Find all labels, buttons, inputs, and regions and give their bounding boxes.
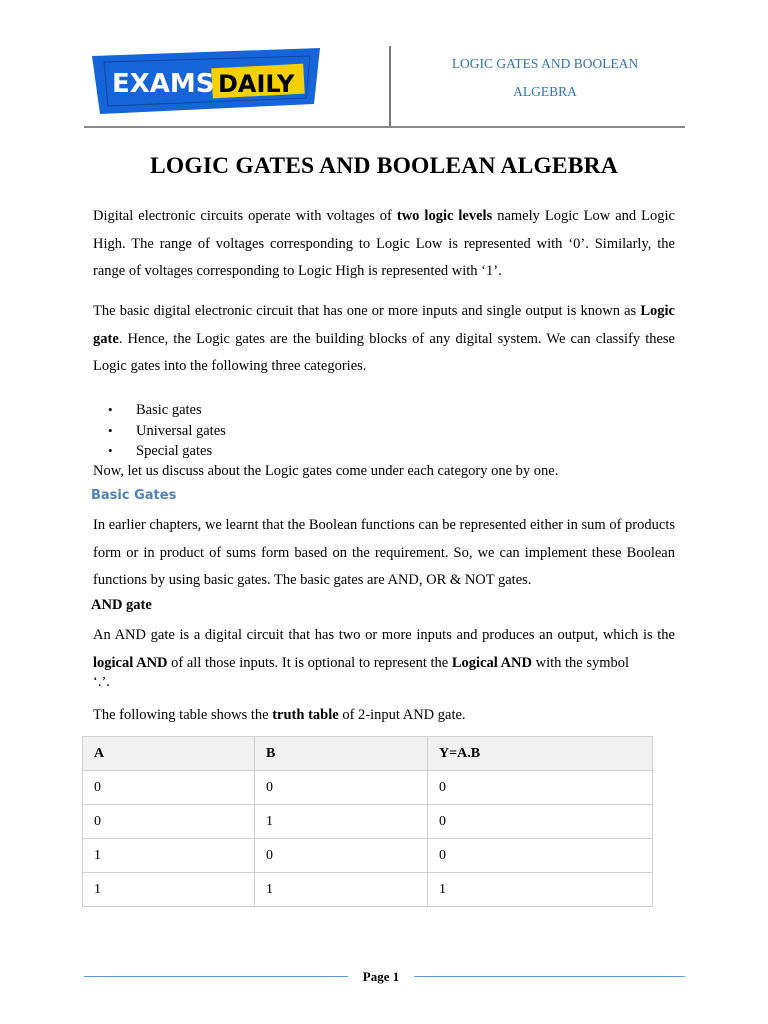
and-p-text-a: An AND gate is a digital circuit that has two or more inputs and produces an output, which is the [93, 627, 675, 643]
table-cell: 0 [428, 771, 653, 805]
column-header-y: Y=A.B [428, 737, 653, 771]
table-cell: 0 [255, 839, 428, 873]
truth-table [82, 736, 653, 907]
table-intro-text-a: The following table shows the [93, 707, 273, 723]
table-cell: 1 [83, 839, 255, 873]
intro-p1-text-a: Digital electronic circuits operate with voltages of [93, 208, 397, 224]
page-header [0, 0, 768, 130]
table-row [83, 873, 653, 907]
list-item: • Special gates [108, 441, 226, 462]
and-p-bold-2: Logical AND [451, 654, 532, 671]
header-rule [84, 126, 685, 128]
table-row [83, 771, 653, 805]
intro-p1-bold: two logic levels [396, 208, 493, 224]
and-gate-heading: AND gate [91, 597, 152, 613]
footer-line-left [84, 976, 348, 977]
header-title-line1: LOGIC GATES AND BOOLEAN [451, 56, 639, 71]
and-p-text-c: of all those inputs. It is optional to represent the [167, 654, 452, 671]
intro-p2-bold: Logic gate [93, 303, 675, 347]
column-header-a: A [83, 737, 255, 771]
table-cell: 0 [255, 771, 428, 805]
table-cell: 0 [83, 771, 255, 805]
intro-paragraph-1 [93, 203, 675, 286]
intro-p2-text-c: . Hence, the Logic gates are the building blocks of any digital system. We can classify these Logic gates into the following three categories. [93, 330, 675, 374]
header-title [392, 50, 698, 106]
and-p-text-e: with the symbol [531, 654, 630, 671]
table-cell: 1 [255, 873, 428, 907]
table-cell: 0 [428, 839, 653, 873]
and-gate-paragraph [93, 622, 675, 691]
footer-line-right [414, 976, 685, 977]
table-row [83, 839, 653, 873]
table-header-row [83, 737, 653, 771]
and-p-symbol: ‘.’. [93, 677, 110, 690]
table-cell: 1 [428, 873, 653, 907]
category-list [108, 400, 226, 462]
list-item: • Universal gates [108, 421, 226, 442]
intro-paragraph-2 [93, 298, 675, 381]
header-title-line2: ALGEBRA [513, 84, 577, 99]
list-item: • Basic gates [108, 400, 226, 421]
basic-gates-heading: Basic Gates [91, 488, 177, 503]
table-cell: 1 [255, 805, 428, 839]
basic-gates-paragraph: In earlier chapters, we learnt that the Boolean functions can be represented either in sum of products form or in product of sums form based on the requirement. So, we can implement these Boolean functions by using basic gates. The basic gates are AND, OR & NOT gates. [93, 517, 675, 588]
table-intro [93, 707, 466, 724]
table-intro-text-c: of 2-input AND gate. [338, 707, 466, 723]
intro-p1-text-c: namely Logic Low and Logic High. The range of voltages corresponding to Logic Low is represented with ‘0’. Similarly, the range of voltages corresponding to Logic High is represented with ‘1’. [93, 208, 675, 279]
table-intro-bold: truth table [272, 707, 339, 723]
column-header-b: B [255, 737, 428, 771]
logo-text-exams: EXAMS [112, 69, 215, 99]
exams-daily-logo [90, 46, 320, 116]
and-p-bold-1: logical AND [93, 654, 168, 671]
table-cell: 0 [83, 805, 255, 839]
header-divider [389, 46, 391, 126]
table-cell: 0 [428, 805, 653, 839]
page-number: Page 1 [362, 969, 400, 984]
document-title: LOGIC GATES AND BOOLEAN ALGEBRA [149, 153, 619, 179]
logo-text-daily: DAILY [218, 70, 295, 98]
transition-paragraph: Now, let us discuss about the Logic gates come under each category one by one. [93, 463, 559, 479]
table-row [83, 805, 653, 839]
intro-p2-text-a: The basic digital electronic circuit that has one or more inputs and single output is known as [93, 303, 641, 319]
table-cell: 1 [83, 873, 255, 907]
